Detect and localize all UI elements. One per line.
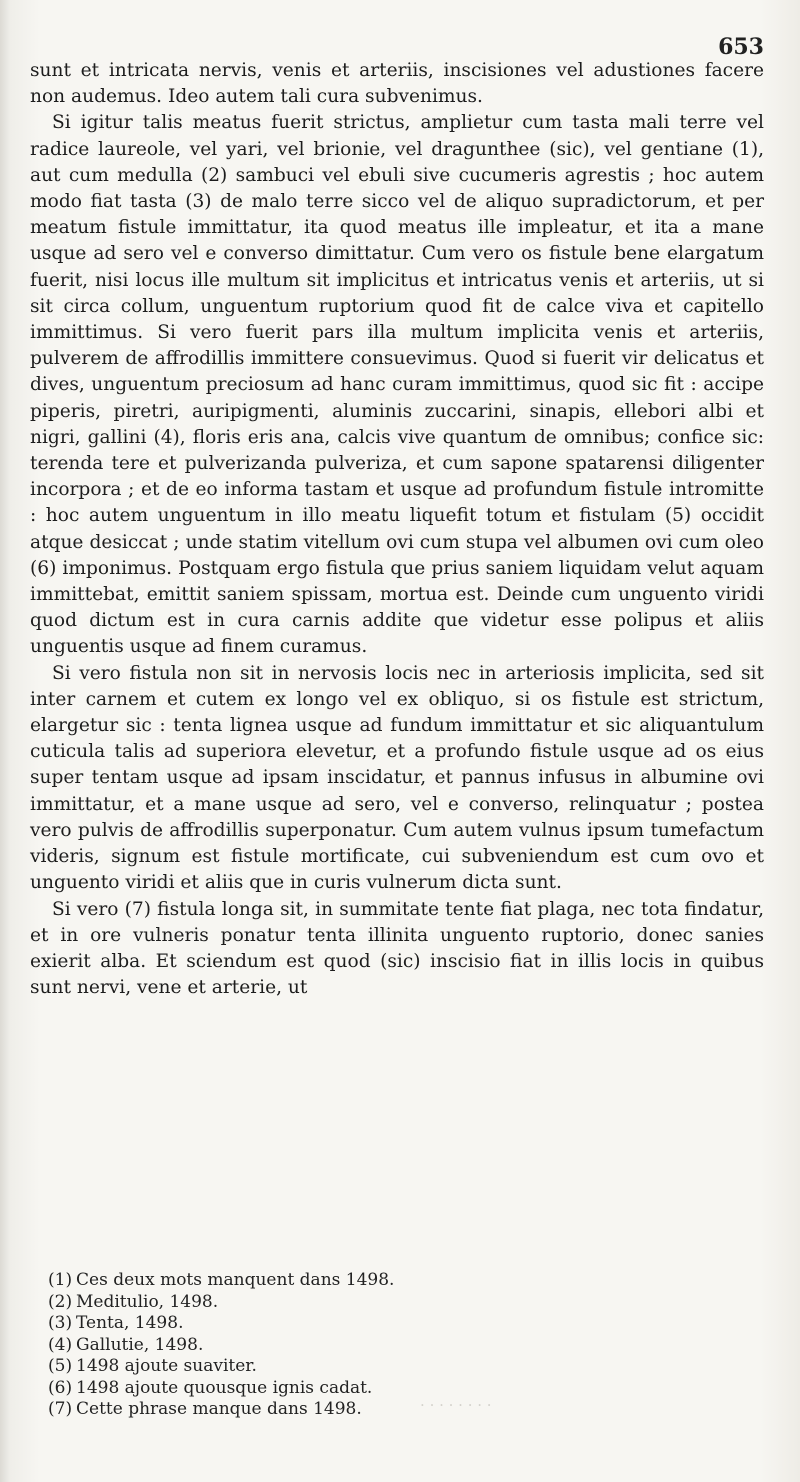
footnote-text: Gallutie, 1498.	[76, 1334, 204, 1355]
footnote-number: (2)	[48, 1291, 73, 1312]
footnote-number: (4)	[48, 1334, 73, 1355]
footnote-text: Tenta, 1498.	[76, 1313, 184, 1333]
footnotes	[48, 1270, 748, 1421]
footnote-number: (7)	[48, 1399, 73, 1419]
footnote-text: Cette phrase manque dans 1498.	[76, 1399, 362, 1419]
footnote-text: Meditulio, 1498.	[76, 1291, 219, 1312]
paragraph: Si vero fistula non sit in nervosis locis nec in arteriosis implicita, sed sit inter carnem et cutem ex longo vel ex obliquo, si os fistule est strictum, elargetur sic : tenta lignea usque ad fundum immittatur et sic aliquantulum cuticula talis ad superiora elevetur, et a profundo fistule usque ad os eius super tentam usque ad ipsam inscidatur, et pannus infusus in albumine ovi immittatur, et a mane usque ad sero, vel e converso, relinquatur ; postea vero pulvis de affrodillis superponatur. Cum autem vulnus ipsum tumefactum videris, signum est fistule mortificate, cui subveniendum est cum ovo et unguento viridi et aliis que in curis vulnerum dicta sunt.	[30, 662, 764, 894]
footnote	[48, 1292, 748, 1314]
page-number: 653	[718, 34, 764, 60]
footnote	[48, 1335, 748, 1357]
footnote	[48, 1399, 748, 1421]
show-through-decoration: · · · · · · · ·	[420, 1396, 492, 1414]
footnote-number: (1)	[48, 1270, 73, 1290]
footnote-text: 1498 ajoute suaviter.	[76, 1356, 257, 1376]
footnote-text: 1498 ajoute quousque ignis cadat.	[76, 1377, 373, 1398]
footnote-number: (3)	[48, 1313, 73, 1333]
footnote	[48, 1270, 748, 1292]
footnote	[48, 1356, 748, 1378]
footnote	[48, 1378, 748, 1400]
footnote-number: (6)	[48, 1377, 73, 1398]
paragraph: sunt et intricata nervis, venis et arteriis, inscisiones vel adustiones facere non audemus. Ideo autem tali cura subvenimus.	[30, 60, 764, 108]
paragraph: Si igitur talis meatus fuerit strictus, amplietur cum tasta mali terre vel radice laureole, vel yari, vel brionie, vel dragunthee (sic), vel gentiane (1), aut cum medulla (2) sambuci vel ebuli sive cucumeris agrestis ; hoc autem modo fiat tasta (3) de malo terre sicco vel de aliquo supradictorum, et per meatum fistule immittatur, ita quod meatus ille impleatur, et ita a mane usque ad sero vel e converso dimittatur. Cum vero os fistule bene elargatum fuerit, nisi locus ille multum sit implicitus et intricatus venis et arteriis, ut si sit circa collum, unguentum ruptorium quod fit de calce viva et capitello immittimus. Si vero fuerit pars illa multum implicita venis et arteriis, pulverem de affrodillis immittere consuevimus. Quod si fuerit vir delicatus et dives, unguentum preciosum ad hanc curam immittimus, quod sic fit : accipe piperis, piretri, auripigmenti, aluminis zuccarini, sinapis, ellebori albi et nigri, gallini (4), floris eris ana, calcis vive quantum de omnibus; confice sic: terenda tere et pulverizanda pulveriza, et cum sapone spatarensi diligenter incorpora ; et de eo informa tastam et usque ad profundum fistule intromitte : hoc autem unguentum in illo meatu liquefit totum et fistulam (5) occidit atque desiccat ; unde statim vitellum ovi cum stupa vel albumen ovi cum oleo (6) imponimus. Postquam ergo fistula que prius saniem liquidam velut aquam immittebat, emittit saniem spissam, mortua est. Deinde cum unguento viridi quod dictum est in cura carnis addite que videtur esse polipus et aliis unguentis usque ad finem curamus.	[30, 112, 764, 658]
main-text	[30, 58, 764, 1001]
footnote-number: (5)	[48, 1356, 73, 1376]
footnote	[48, 1313, 748, 1335]
paragraph: Si vero (7) fistula longa sit, in summitate tente fiat plaga, nec tota findatur, et in ore vulneris ponatur tenta illinita unguento ruptorio, donec sanies exierit alba. Et sciendum est quod (sic) inscisio fiat in illis locis in quibus sunt nervi, vene et arterie, ut	[30, 898, 764, 999]
footnote-text: Ces deux mots manquent dans 1498.	[76, 1270, 395, 1290]
